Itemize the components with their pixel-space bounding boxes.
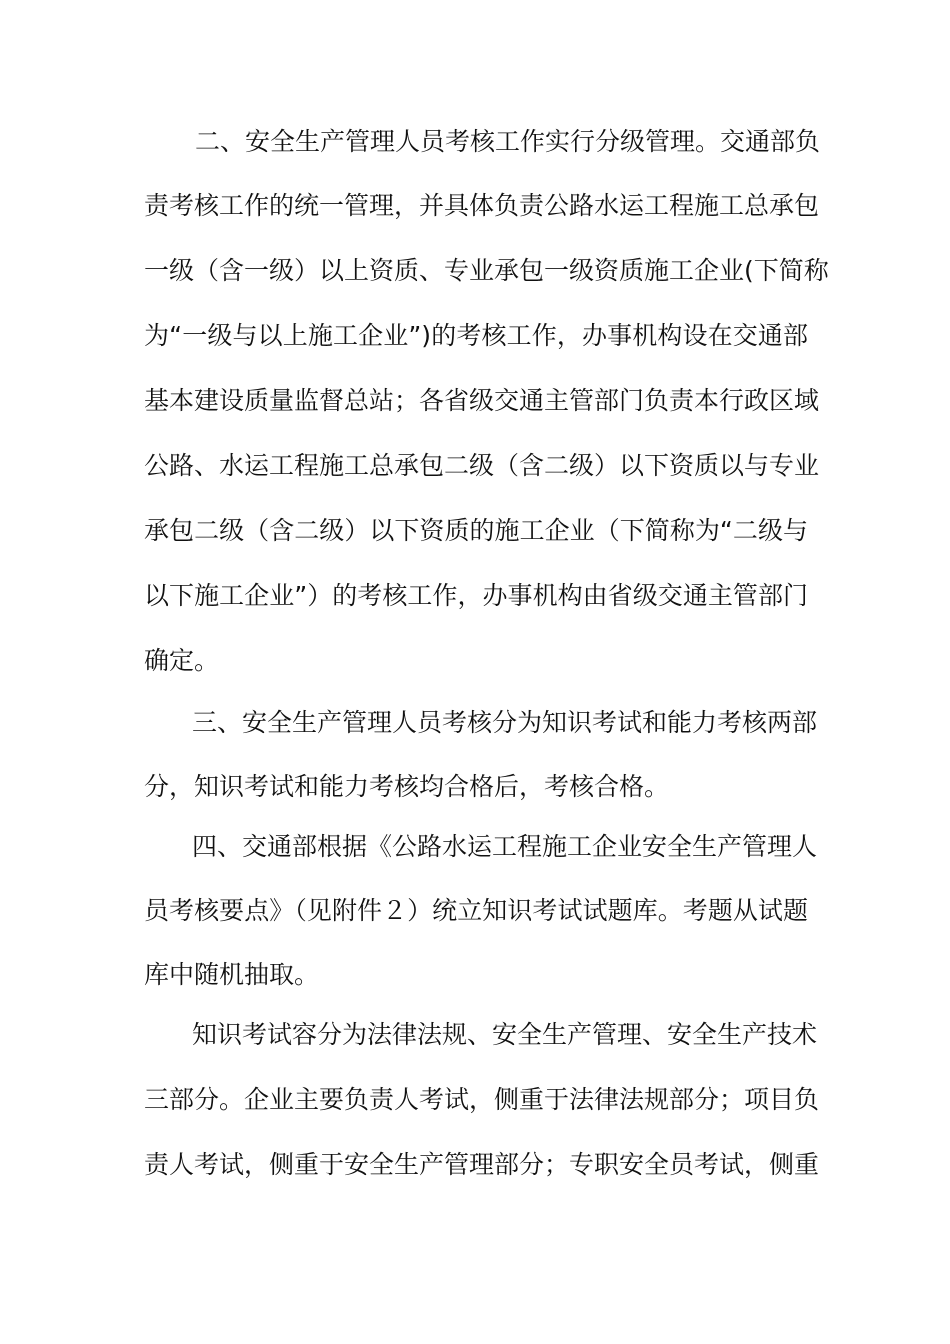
- text-line: 三部分。企业主要负责人考试，侧重于法律法规部分；项目负: [144, 1085, 820, 1114]
- text-line: 库中随机抽取。: [144, 960, 320, 989]
- text-line: 一级（含一级）以上资质、专业承包一级资质施工企业(下简称: [144, 256, 829, 285]
- text-line: 确定。: [144, 646, 220, 675]
- text-line: 责人考试，侧重于安全生产管理部分；专职安全员考试，侧重: [144, 1150, 820, 1179]
- text-line: 以下施工企业”）的考核工作，办事机构由省级交通主管部门: [144, 581, 808, 610]
- text-line: 二、安全生产管理人员考核工作实行分级管理。交通部负: [195, 127, 821, 156]
- text-line: 为“一级与以上施工企业”)的考核工作，办事机构设在交通部: [144, 321, 808, 350]
- text-line: 知识考试容分为法律法规、安全生产管理、安全生产技术: [192, 1020, 818, 1049]
- text-line: 公路、水运工程施工总承包二级（含二级）以下资质以与专业: [144, 451, 820, 480]
- text-line: 四、交通部根据《公路水运工程施工企业安全生产管理人: [192, 832, 818, 861]
- text-line: 责考核工作的统一管理，并具体负责公路水运工程施工总承包: [144, 191, 820, 220]
- text-line: 员考核要点》（见附件２）统立知识考试试题库。考题从试题: [144, 896, 808, 925]
- text-line: 分，知识考试和能力考核均合格后，考核合格。: [144, 772, 670, 801]
- text-line: 基本建设质量监督总站；各省级交通主管部门负责本行政区域: [144, 386, 820, 415]
- text-line: 承包二级（含二级）以下资质的施工企业（下简称为“二级与: [144, 516, 808, 545]
- text-line: 三、安全生产管理人员考核分为知识考试和能力考核两部: [192, 708, 818, 737]
